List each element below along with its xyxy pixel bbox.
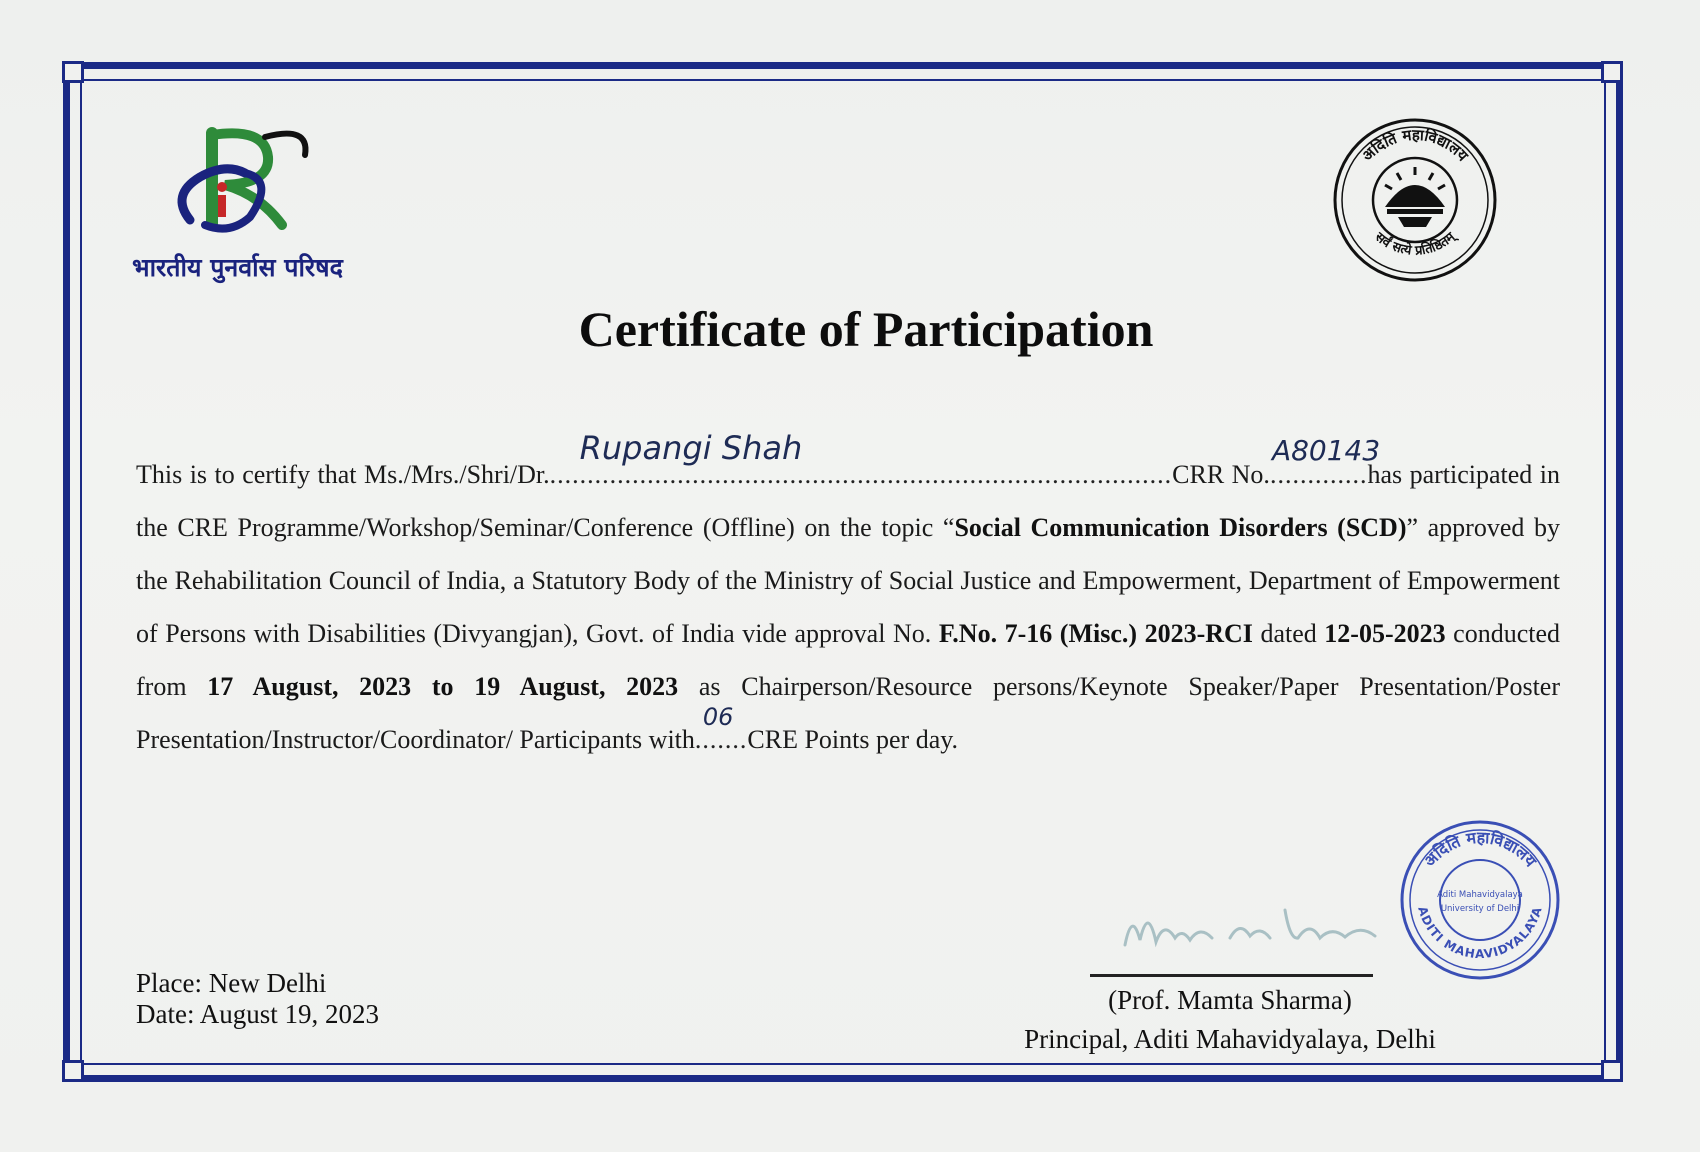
crr-number: A80143 — [1271, 434, 1381, 467]
stamp-text-mid2: University of Delhi — [1440, 904, 1520, 914]
certificate-body — [136, 429, 1561, 766]
body-points-suffix: CRE Points per day. — [747, 725, 959, 754]
round-stamp-icon — [1395, 815, 1565, 985]
signatory-title: Principal, Aditi Mahavidyalaya, Delhi — [1024, 1024, 1436, 1054]
topic: Social Communication Disorders (SCD) — [954, 513, 1407, 542]
conducted-label: conducted from — [136, 619, 1561, 701]
points-blank: ....... 06 — [695, 713, 748, 766]
place-date-block — [136, 968, 379, 1030]
rci-logo-icon — [170, 125, 320, 255]
event-dates: 17 August, 2023 to 19 August, 2023 — [207, 672, 679, 701]
date: Date: August 19, 2023 — [136, 999, 379, 1029]
approval-date: 12-05-2023 — [1324, 619, 1446, 648]
crr-label: CRR No. — [1172, 460, 1270, 489]
participant-name: Rupangi Shah — [579, 429, 803, 467]
approval-number: F.No. 7-16 (Misc.) 2023-RCI — [938, 619, 1253, 648]
body-prefix: This is to certify that Ms./Mrs./Shri/Dr. — [136, 460, 550, 489]
college-seal-icon — [1330, 115, 1500, 285]
signatory-name: (Prof. Mamta Sharma) — [1108, 985, 1352, 1015]
certificate-title: Certificate of Participation — [578, 301, 1154, 357]
crr-blank: ............. A80143 — [1270, 448, 1368, 501]
place: Place: New Delhi — [136, 968, 327, 998]
name-blank: ................................................................................... Rupangi Shah — [550, 448, 1173, 501]
svg-text:सर्वं सत्ये प्रतिष्ठितम् — [1371, 228, 1460, 259]
stamp-text-top: अदिति महाविद्यालय — [1419, 827, 1541, 871]
corner-ornament — [1601, 61, 1623, 83]
cre-points: 06 — [702, 703, 734, 731]
seal-text-top: अदिति महाविद्यालय — [1358, 125, 1472, 165]
corner-ornament — [1601, 1060, 1623, 1082]
corner-ornament — [62, 1060, 84, 1082]
rci-logo-caption: भारतीय पुनर्वास परिषद — [132, 253, 343, 282]
body-roles: as Chairperson/Resource persons/Keynote Speaker/Paper Presentation/Poster Presentation/Instructor/Coordinator/ Participants with — [136, 672, 1561, 754]
body-topic-intro: participated in the CRE Programme/Workshop/Seminar/Conference (Offline) on the topic “ — [136, 460, 1561, 542]
stamp-text-bottom: ADITI MAHAVIDYALAYA — [1415, 904, 1545, 962]
signature-line — [1090, 974, 1373, 977]
body-has: has — [1367, 460, 1403, 489]
body-approval-text: ” approved by the Rehabilitation Council of India, a Statutory Body of the Ministry of Social Justice and Empowerment, Department of Empowerment of Persons with Disabilities (Divyangjan), Govt. of India vide approval No. — [136, 513, 1560, 648]
seal-text-bottom: सर्वं सत्ये प्रतिष्ठितम् — [1371, 229, 1459, 259]
corner-ornament — [62, 61, 84, 83]
stamp-text-mid1: Aditi Mahavidyalaya — [1437, 890, 1523, 900]
signature — [1120, 890, 1400, 960]
dated-label: dated — [1252, 619, 1325, 648]
